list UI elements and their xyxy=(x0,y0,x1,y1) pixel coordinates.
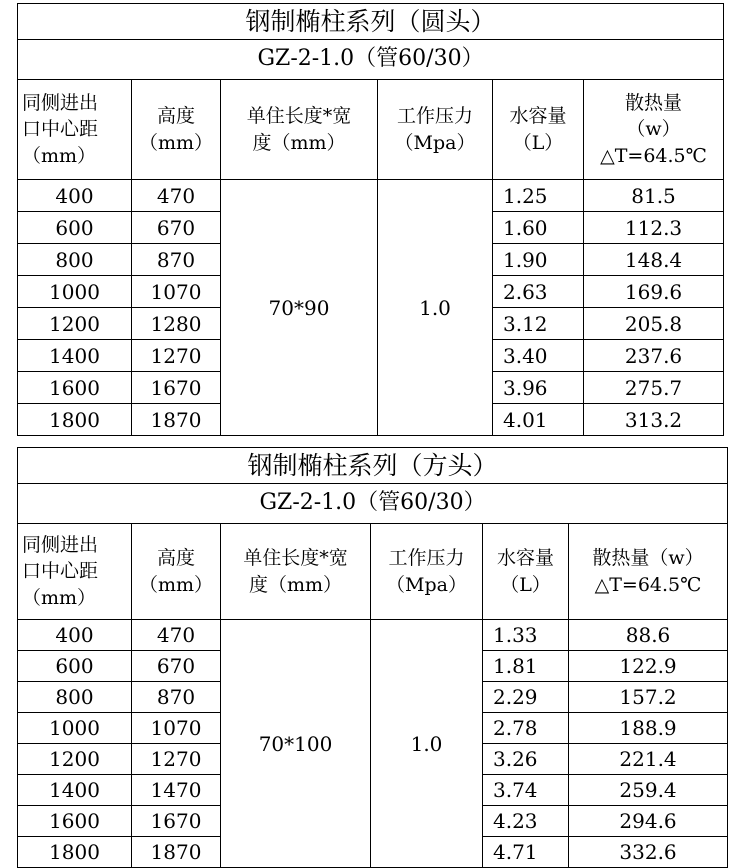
cell-water: 2.78 xyxy=(483,713,569,744)
table-title: 钢制椭柱系列（圆头） xyxy=(18,4,724,40)
cell-distance: 1000 xyxy=(18,713,132,744)
cell-distance: 400 xyxy=(18,180,132,212)
table-row xyxy=(18,620,728,651)
square-head-spec-table xyxy=(17,447,728,868)
cell-heat: 88.6 xyxy=(569,620,728,651)
cell-height: 670 xyxy=(132,212,221,244)
model-label: GZ-2-1.0（管60/30） xyxy=(18,484,728,524)
cell-heat: 275.7 xyxy=(584,372,724,404)
cell-distance: 600 xyxy=(18,212,132,244)
cell-distance: 1800 xyxy=(18,404,132,436)
cell-heat: 157.2 xyxy=(569,682,728,713)
cell-heat: 259.4 xyxy=(569,775,728,806)
cell-pressure: 1.0 xyxy=(378,180,493,436)
cell-water: 1.81 xyxy=(483,651,569,682)
cell-heat: 332.6 xyxy=(569,837,728,868)
cell-water: 1.25 xyxy=(493,180,584,212)
cell-heat: 237.6 xyxy=(584,340,724,372)
cell-distance: 1800 xyxy=(18,837,132,868)
header-size: 单住长度*宽 度（mm） xyxy=(221,80,378,180)
cell-height: 1270 xyxy=(132,744,221,775)
header-heat: 散热量 （w） △T=64.5℃ xyxy=(584,80,724,180)
cell-distance: 800 xyxy=(18,244,132,276)
header-size: 单住长度*宽 度（mm） xyxy=(221,524,371,620)
cell-heat: 122.9 xyxy=(569,651,728,682)
cell-heat: 81.5 xyxy=(584,180,724,212)
cell-height: 1470 xyxy=(132,775,221,806)
header-height: 高度 （mm） xyxy=(132,80,221,180)
cell-distance: 1000 xyxy=(18,276,132,308)
cell-size: 70*90 xyxy=(221,180,378,436)
cell-water: 3.12 xyxy=(493,308,584,340)
cell-height: 1070 xyxy=(132,713,221,744)
cell-height: 870 xyxy=(132,244,221,276)
cell-water: 4.01 xyxy=(493,404,584,436)
cell-pressure: 1.0 xyxy=(371,620,483,868)
cell-size: 70*100 xyxy=(221,620,371,868)
cell-heat: 188.9 xyxy=(569,713,728,744)
header-water: 水容量 （L） xyxy=(483,524,569,620)
cell-water: 1.90 xyxy=(493,244,584,276)
cell-distance: 1600 xyxy=(18,806,132,837)
cell-water: 3.26 xyxy=(483,744,569,775)
cell-heat: 205.8 xyxy=(584,308,724,340)
cell-distance: 1400 xyxy=(18,340,132,372)
cell-height: 670 xyxy=(132,651,221,682)
cell-distance: 400 xyxy=(18,620,132,651)
cell-height: 470 xyxy=(132,180,221,212)
cell-distance: 1400 xyxy=(18,775,132,806)
cell-water: 2.63 xyxy=(493,276,584,308)
cell-water: 4.23 xyxy=(483,806,569,837)
header-pressure: 工作压力 （Mpa） xyxy=(371,524,483,620)
cell-height: 1670 xyxy=(132,806,221,837)
cell-distance: 1200 xyxy=(18,744,132,775)
cell-heat: 221.4 xyxy=(569,744,728,775)
header-distance: 同侧进出 口中心距 （mm） xyxy=(18,524,132,620)
header-pressure: 工作压力 （Mpa） xyxy=(378,80,493,180)
header-water: 水容量 （L） xyxy=(493,80,584,180)
header-height: 高度 （mm） xyxy=(132,524,221,620)
cell-height: 1070 xyxy=(132,276,221,308)
cell-water: 3.40 xyxy=(493,340,584,372)
cell-water: 4.71 xyxy=(483,837,569,868)
cell-height: 1280 xyxy=(132,308,221,340)
cell-heat: 148.4 xyxy=(584,244,724,276)
cell-water: 2.29 xyxy=(483,682,569,713)
cell-distance: 1600 xyxy=(18,372,132,404)
cell-heat: 169.6 xyxy=(584,276,724,308)
cell-height: 1870 xyxy=(132,837,221,868)
cell-height: 470 xyxy=(132,620,221,651)
cell-distance: 1200 xyxy=(18,308,132,340)
header-heat: 散热量（w） △T=64.5℃ xyxy=(569,524,728,620)
cell-height: 870 xyxy=(132,682,221,713)
cell-heat: 294.6 xyxy=(569,806,728,837)
cell-height: 1670 xyxy=(132,372,221,404)
cell-distance: 600 xyxy=(18,651,132,682)
cell-water: 1.33 xyxy=(483,620,569,651)
cell-heat: 112.3 xyxy=(584,212,724,244)
cell-water: 3.74 xyxy=(483,775,569,806)
cell-water: 1.60 xyxy=(493,212,584,244)
cell-distance: 800 xyxy=(18,682,132,713)
cell-height: 1270 xyxy=(132,340,221,372)
cell-water: 3.96 xyxy=(493,372,584,404)
header-distance: 同侧进出 口中心距 （mm） xyxy=(18,80,132,180)
model-label: GZ-2-1.0（管60/30） xyxy=(18,40,724,80)
round-head-spec-table xyxy=(17,3,724,436)
cell-height: 1870 xyxy=(132,404,221,436)
table-title: 钢制椭柱系列（方头） xyxy=(18,448,728,484)
cell-heat: 313.2 xyxy=(584,404,724,436)
table-row xyxy=(18,180,724,212)
